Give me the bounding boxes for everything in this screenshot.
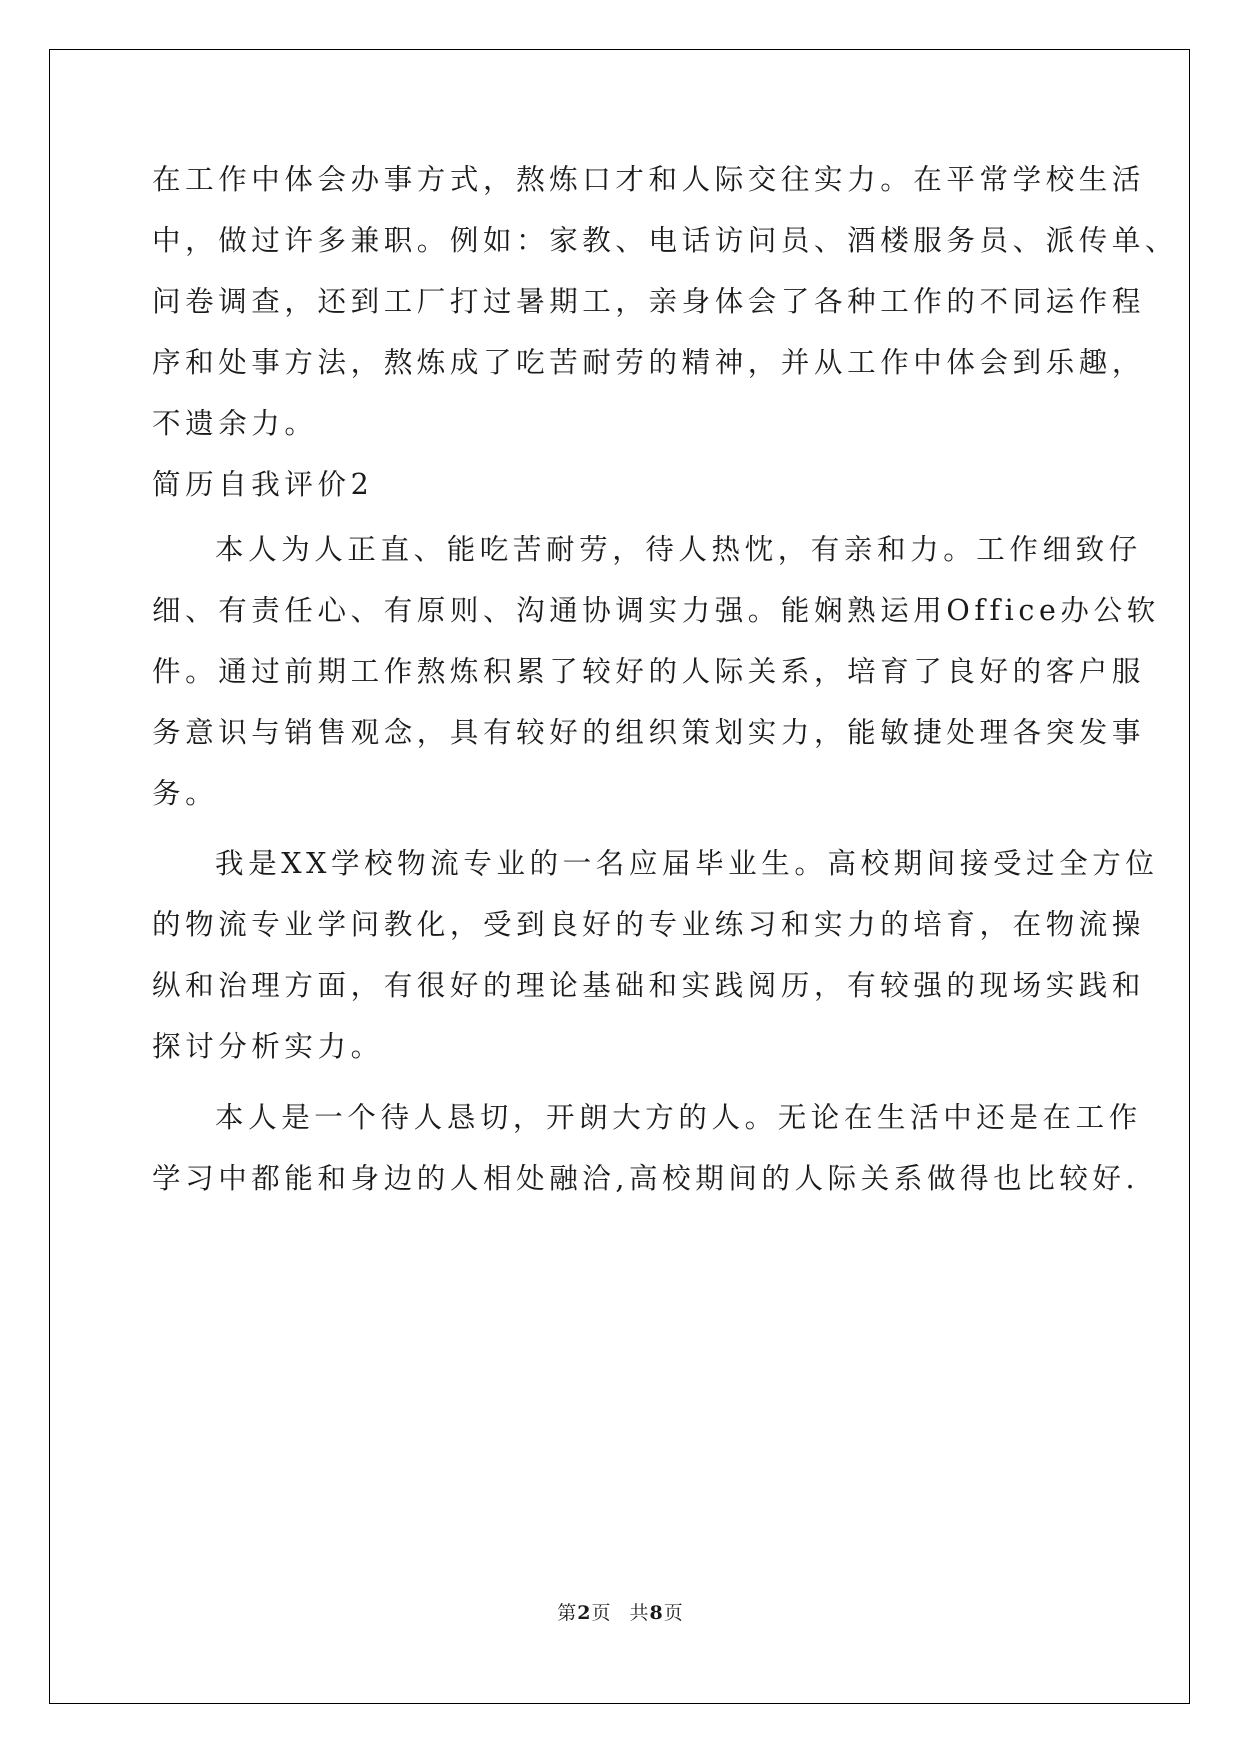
paragraph-line: 务意识与销售观念，具有较好的组织策划实力，能敏捷处理各突发事 (152, 716, 1146, 749)
paragraph-line: 中，做过许多兼职。例如：家教、电话访问员、酒楼服务员、派传单、 (152, 224, 1179, 257)
paragraph-line: 我是XX学校物流专业的一名应届毕业生。高校期间接受过全方位 (215, 847, 1159, 880)
paragraph-line: 问卷调查，还到工厂打过暑期工，亲身体会了各种工作的不同运作程 (152, 285, 1146, 318)
page-total: 8 (649, 1602, 664, 1624)
page-current: 2 (577, 1602, 592, 1624)
paragraph-line: 本人为人正直、能吃苦耐劳，待人热忱，有亲和力。工作细致仔 (215, 533, 1142, 566)
paragraph-line: 纵和治理方面，有很好的理论基础和实践阅历，有较强的现场实践和 (152, 969, 1146, 1002)
paragraph-line: 学习中都能和身边的人相处融洽,高校期间的人际关系做得也比较好. (152, 1162, 1140, 1195)
paragraph-line: 不遗余力。 (152, 407, 318, 440)
paragraph-line: 件。通过前期工作熬炼积累了较好的人际关系，培育了良好的客户服 (152, 655, 1146, 688)
paragraph-line: 的物流专业学问教化，受到良好的专业练习和实力的培育，在物流操 (152, 908, 1146, 941)
paragraph-line: 在工作中体会办事方式，熬炼口才和人际交往实力。在平常学校生活 (152, 163, 1146, 196)
total-prefix: 共 (629, 1602, 650, 1624)
paragraph-line: 探讨分析实力。 (152, 1030, 384, 1063)
paragraph-line: 务。 (152, 777, 219, 810)
page-footer (0, 1598, 1241, 1625)
paragraph-line: 细、有责任心、有原则、沟通协调实力强。能娴熟运用Office办公软 (152, 594, 1160, 627)
paragraph-line: 本人是一个待人恳切，开朗大方的人。无论在生活中还是在工作 (215, 1101, 1142, 1134)
page-suffix: 页 (591, 1602, 612, 1624)
page-prefix: 第 (557, 1602, 578, 1624)
section-heading: 简历自我评价2 (152, 468, 374, 501)
total-suffix: 页 (663, 1602, 684, 1624)
paragraph-line: 序和处事方法，熬炼成了吃苦耐劳的精神，并从工作中体会到乐趣， (152, 346, 1146, 379)
